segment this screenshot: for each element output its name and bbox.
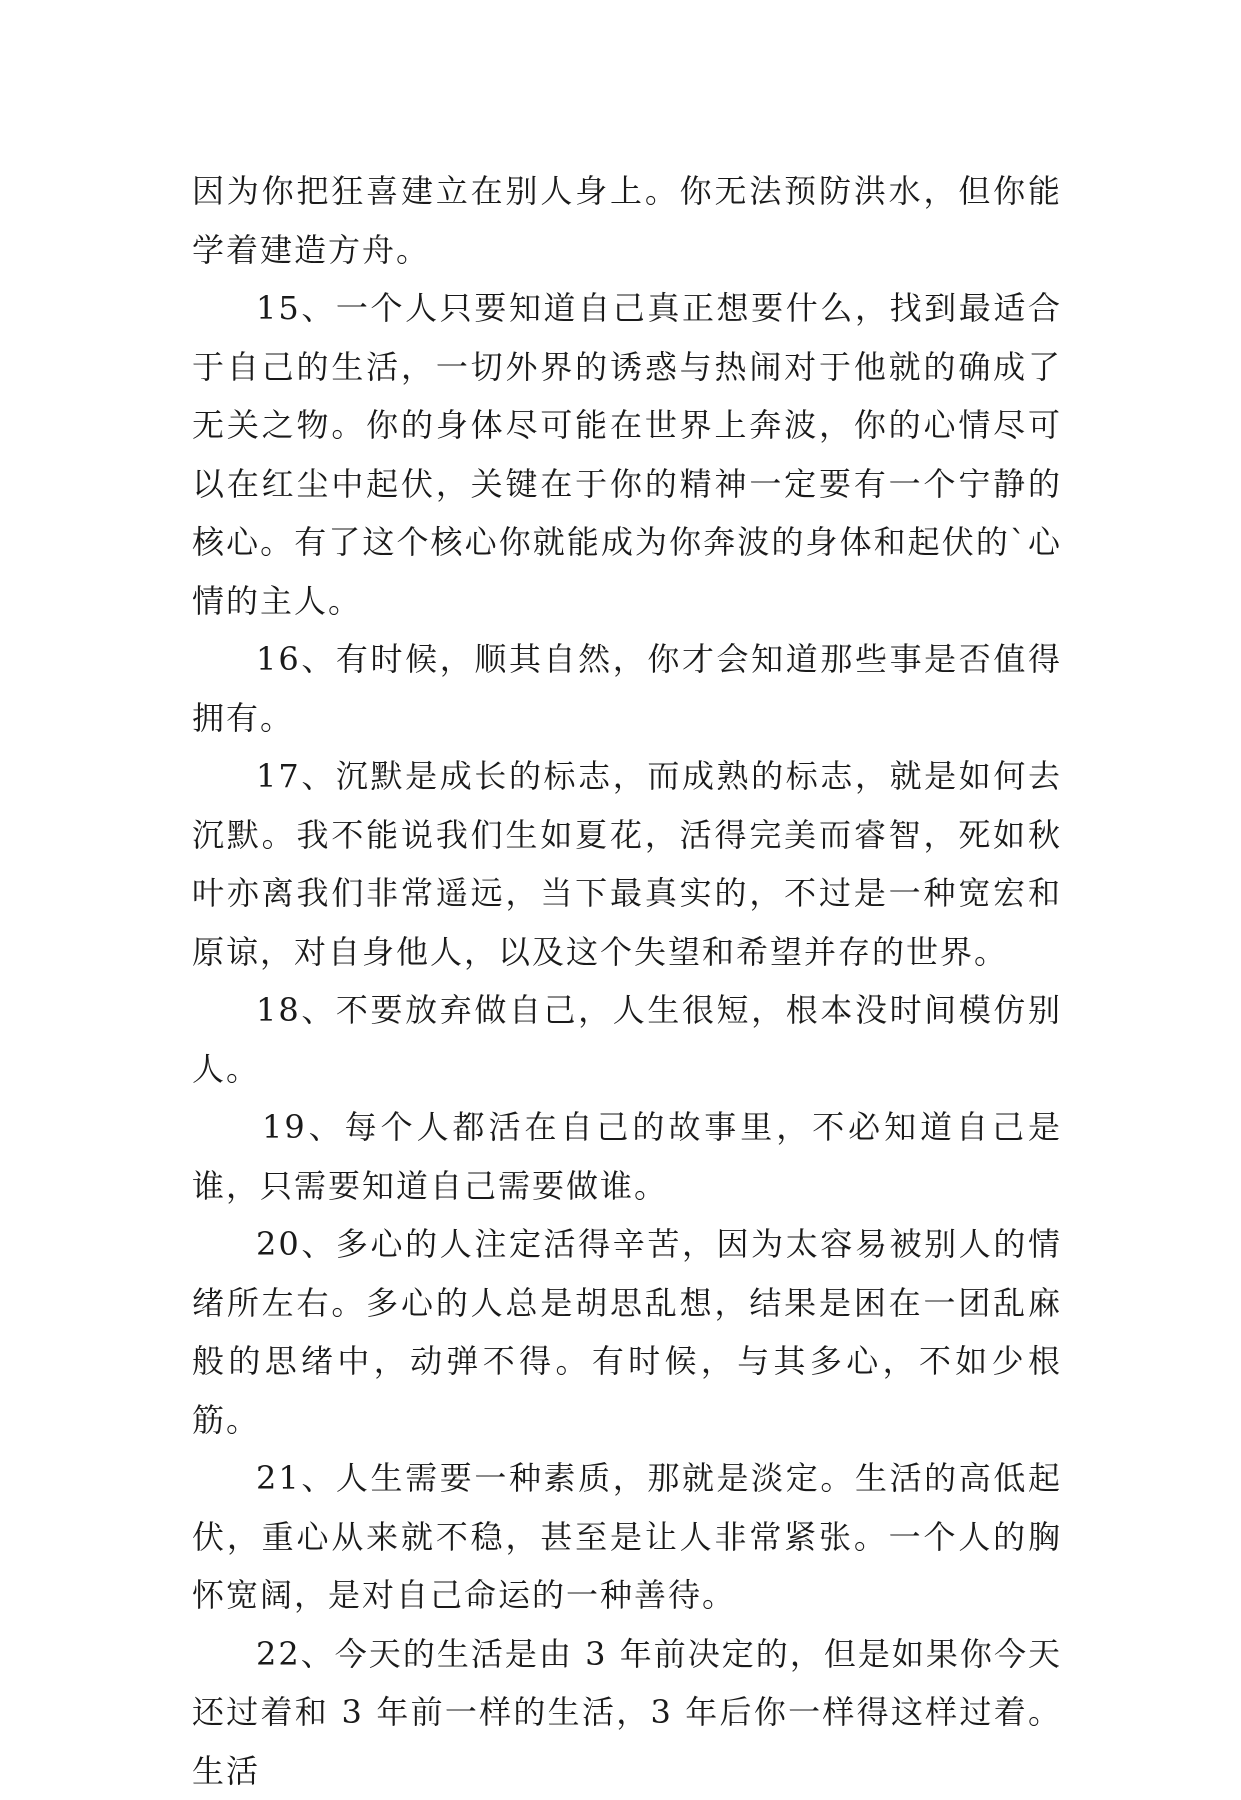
paragraph-20: 20、多心的人注定活得辛苦，因为太容易被别人的情绪所左右。多心的人总是胡思乱想，结果是困在一团乱麻般的思绪中，动弹不得。有时候，与其多心，不如少根筋。 bbox=[192, 1215, 1062, 1449]
body-text bbox=[192, 162, 1062, 1800]
paragraph-17: 17、沉默是成长的标志，而成熟的标志，就是如何去沉默。我不能说我们生如夏花，活得完美而睿智，死如秋叶亦离我们非常遥远，当下最真实的，不过是一种宽宏和原谅，对自身他人，以及这个失望和希望并存的世界。 bbox=[192, 747, 1062, 981]
paragraph-22: 22、今天的生活是由 3 年前决定的，但是如果你今天还过着和 3 年前一样的生活，3 年后你一样得这样过着。生活 bbox=[192, 1625, 1062, 1800]
paragraph-21: 21、人生需要一种素质，那就是淡定。生活的高低起伏，重心从来就不稳，甚至是让人非常紧张。一个人的胸怀宽阔，是对自己命运的一种善待。 bbox=[192, 1449, 1062, 1625]
paragraph-18: 18、不要放弃做自己，人生很短，根本没时间模仿别人。 bbox=[192, 981, 1062, 1098]
paragraph-continuation: 因为你把狂喜建立在别人身上。你无法预防洪水，但你能学着建造方舟。 bbox=[192, 162, 1062, 279]
paragraph-16: 16、有时候，顺其自然，你才会知道那些事是否值得拥有。 bbox=[192, 630, 1062, 747]
paragraph-15: 15、一个人只要知道自己真正想要什么，找到最适合于自己的生活，一切外界的诱惑与热闹对于他就的确成了无关之物。你的身体尽可能在世界上奔波，你的心情尽可以在红尘中起伏，关键在于你的精神一定要有一个宁静的核心。有了这个核心你就能成为你奔波的身体和起伏的`心情的主人。 bbox=[192, 279, 1062, 630]
paragraph-19: 19、每个人都活在自己的故事里，不必知道自己是谁，只需要知道自己需要做谁。 bbox=[192, 1098, 1062, 1215]
